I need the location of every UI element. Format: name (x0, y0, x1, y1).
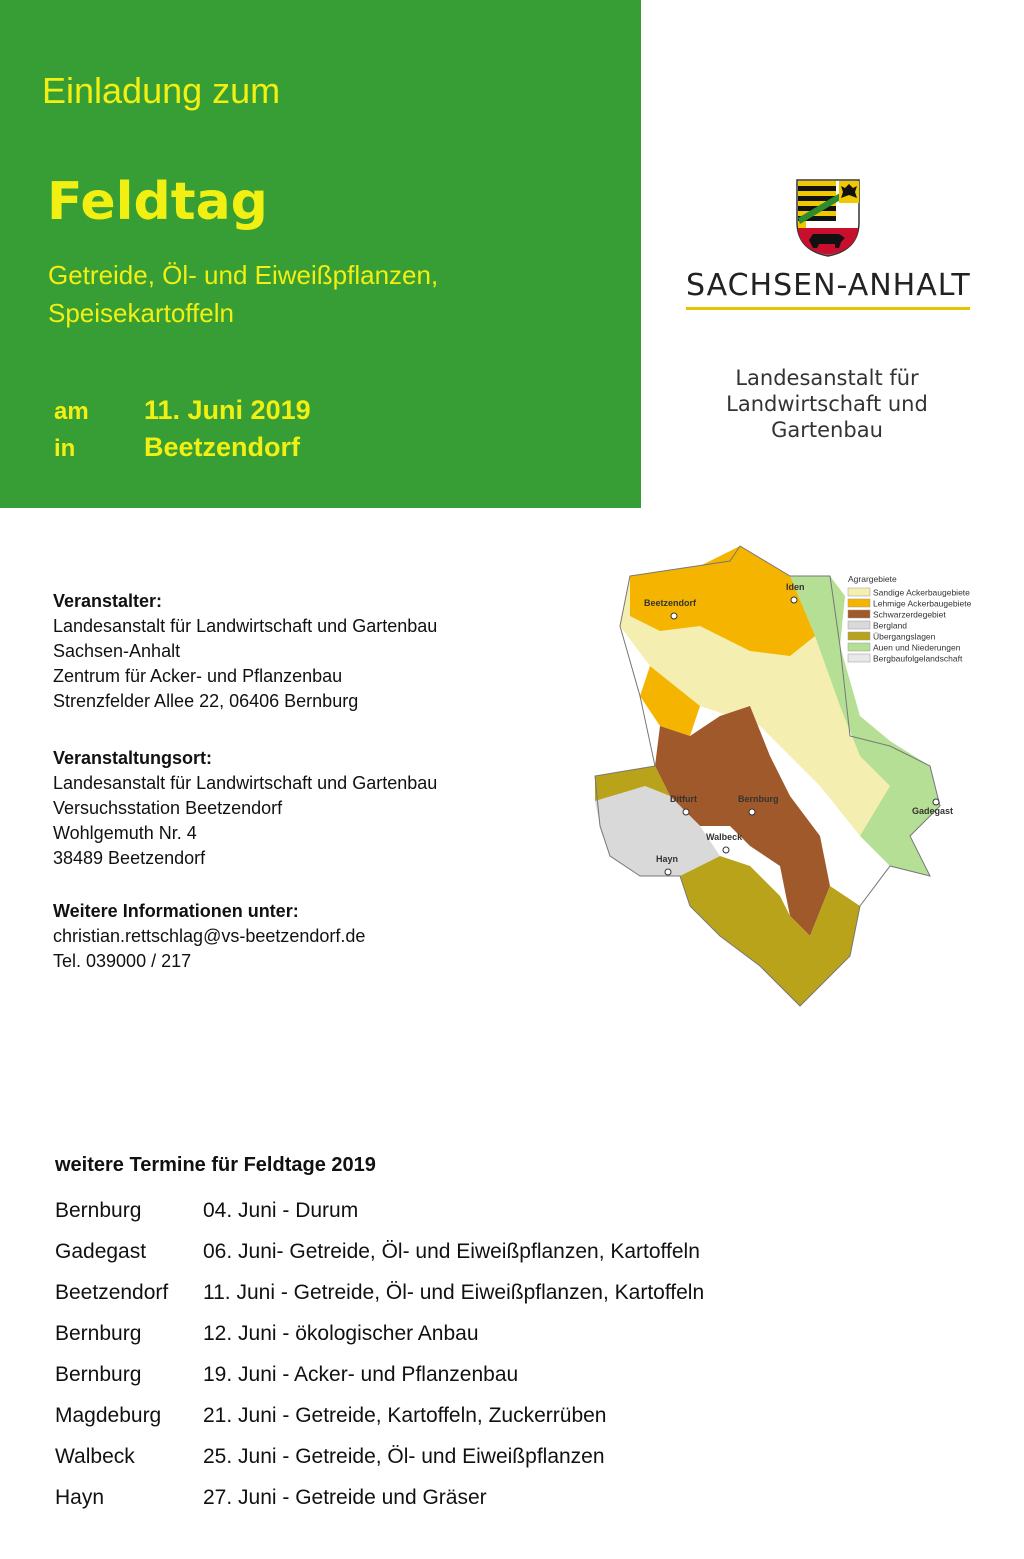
venue-line: Landesanstalt für Landwirtschaft und Gartenbau (53, 773, 438, 793)
institute-line-3: Gartenbau (771, 418, 883, 442)
date-event: 11. Juni - Getreide, Öl- und Eiweißpflanzen, Kartoffeln (203, 1280, 705, 1304)
date-event: 25. Juni - Getreide, Öl- und Eiweißpflanzen (203, 1444, 605, 1468)
contact-block (53, 899, 365, 974)
place-marker (749, 809, 755, 815)
legend-label: Sandige Ackerbaugebiete (873, 587, 970, 598)
institute-name (722, 365, 932, 443)
legend-label: Übergangslagen (873, 631, 936, 642)
organizer-line: Sachsen-Anhalt (53, 641, 181, 661)
legend-label: Lehmige Ackerbaugebiete (873, 598, 972, 609)
legend-title: Agrargebiete (848, 574, 897, 584)
event-date (54, 395, 311, 426)
header-panel (0, 0, 641, 508)
date-place: Walbeck (55, 1444, 135, 1468)
dates-title: weitere Termine für Feldtage 2019 (55, 1154, 376, 1176)
venue-heading: Veranstaltungsort: (53, 748, 213, 768)
brand-name: SACHSEN-ANHALT (686, 268, 971, 303)
place-marker (665, 869, 671, 875)
date-event: 21. Juni - Getreide, Kartoffeln, Zuckerrüben (203, 1403, 607, 1427)
table-row (55, 1231, 704, 1272)
legend-swatch (848, 654, 870, 662)
place-marker (683, 809, 689, 815)
table-row (55, 1190, 704, 1231)
table-row (55, 1395, 704, 1436)
date-place: Bernburg (55, 1321, 142, 1345)
date-event: 27. Juni - Getreide und Gräser (203, 1485, 487, 1509)
organizer-line: Zentrum für Acker- und Pflanzenbau (53, 666, 343, 686)
place-marker (671, 613, 677, 619)
organizer-heading: Veranstalter: (53, 591, 163, 611)
contact-phone: Tel. 039000 / 217 (53, 951, 192, 971)
date-event: 04. Juni - Durum (203, 1198, 359, 1222)
place-ditfurt: Ditfurt (670, 794, 697, 804)
dates-table (55, 1190, 704, 1518)
place-walbeck: Walbeck (706, 832, 743, 842)
legend-swatch (848, 621, 870, 629)
legend-swatch (848, 610, 870, 618)
brand-divider (686, 307, 970, 310)
table-row (55, 1272, 704, 1313)
date-place: Bernburg (55, 1362, 142, 1386)
place-iden: Iden (786, 582, 805, 592)
legend-label: Auen und Niederungen (873, 642, 961, 653)
invite-text: Einladung zum (42, 70, 281, 111)
legend-items (848, 588, 972, 664)
date-event: 12. Juni - ökologischer Anbau (203, 1321, 479, 1345)
event-place (54, 432, 300, 463)
coat-of-arms-icon (795, 178, 861, 258)
legend-label: Schwarzerdegebiet (873, 609, 946, 620)
organizer-block (53, 589, 437, 714)
legend-swatch (848, 599, 870, 607)
organizer-line: Landesanstalt für Landwirtschaft und Gartenbau (53, 616, 438, 636)
place-marker (933, 799, 939, 805)
date-event: 19. Juni - Acker- und Pflanzenbau (203, 1362, 519, 1386)
date-place: Bernburg (55, 1198, 142, 1222)
institute-line-2: Landwirtschaft und (726, 392, 928, 416)
date-label: am (54, 398, 89, 425)
organizer-line: Strenzfelder Allee 22, 06406 Bernburg (53, 691, 359, 711)
subtitle-line-1: Getreide, Öl- und Eiweißpflanzen, (48, 260, 439, 290)
venue-line: Versuchsstation Beetzendorf (53, 798, 283, 818)
subtitle-line-2: Speisekartoffeln (48, 298, 234, 328)
contact-email[interactable]: christian.rettschlag@vs-beetzendorf.de (53, 926, 366, 946)
legend-label: Bergbaufolgelandschaft (873, 653, 963, 664)
table-row (55, 1436, 704, 1477)
date-value: 11. Juni 2019 (144, 395, 311, 425)
date-place: Beetzendorf (55, 1280, 169, 1304)
place-marker (723, 847, 729, 853)
venue-line: 38489 Beetzendorf (53, 848, 206, 868)
table-row (55, 1313, 704, 1354)
legend-label: Bergland (873, 620, 908, 631)
legend-swatch (848, 588, 870, 596)
map-legend (848, 574, 972, 664)
contact-heading: Weitere Informationen unter: (53, 901, 299, 921)
agricultural-regions-map (590, 536, 990, 1016)
place-marker (791, 597, 797, 603)
table-row (55, 1354, 704, 1395)
date-event: 06. Juni- Getreide, Öl- und Eiweißpflanzen, Kartoffeln (203, 1239, 700, 1263)
place-hayn: Hayn (656, 854, 679, 864)
institute-line-1: Landesanstalt für (735, 366, 919, 390)
place-value: Beetzendorf (144, 432, 301, 462)
date-place: Magdeburg (55, 1403, 162, 1427)
date-place: Gadegast (55, 1239, 147, 1263)
venue-block (53, 746, 437, 871)
table-row (55, 1477, 704, 1518)
page-title: Feldtag (47, 172, 268, 232)
place-bernburg: Bernburg (738, 794, 779, 804)
venue-line: Wohlgemuth Nr. 4 (53, 823, 197, 843)
place-gadegast: Gadegast (912, 806, 954, 816)
date-place: Hayn (55, 1485, 105, 1509)
subtitle (48, 256, 608, 332)
place-beetzendorf: Beetzendorf (644, 598, 697, 608)
place-label: in (54, 435, 76, 462)
legend-swatch (848, 643, 870, 651)
legend-swatch (848, 632, 870, 640)
